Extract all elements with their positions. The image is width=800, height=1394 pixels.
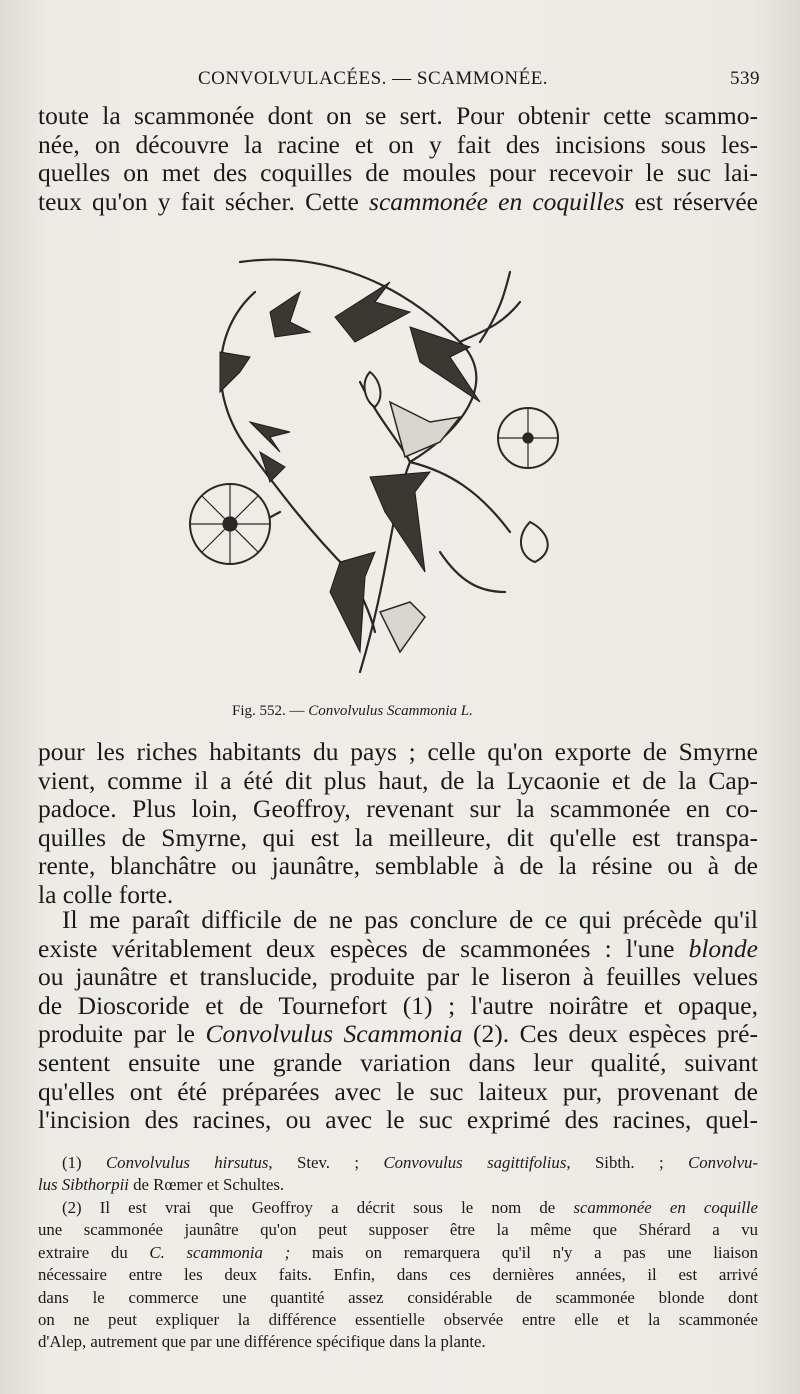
leaf [220, 352, 250, 392]
leaf [330, 552, 375, 652]
text-line: Il me paraît difficile de ne pas conclure de ce qui précède qu'il [62, 905, 758, 934]
text-line [38, 1152, 758, 1174]
running-title: CONVOLVULACÉES. — SCAMMONÉE. [198, 68, 549, 89]
text-line: ou jaunâtre et translucide, produite par le liseron à feuilles velues [38, 962, 758, 992]
figure-caption [232, 703, 632, 720]
text-line: rente, blanchâtre ou jaunâtre, semblable à de la résine ou à de [38, 851, 758, 881]
leaf [390, 402, 460, 457]
leaf [370, 472, 430, 572]
text-run: , Sibth. ; [566, 1153, 689, 1172]
convolvulus-illustration [160, 232, 580, 692]
text-run: mais on remarquera qu'il n'y a pas une liaison [290, 1242, 758, 1262]
italic-term: scammonée en coquilles [369, 186, 625, 216]
text-run: est réservée [624, 186, 758, 216]
flower-bud [365, 372, 381, 407]
text-run: extraire du [38, 1242, 150, 1262]
text-line: quelles on met des coquilles de moules pour recevoir le suc lai- [38, 158, 758, 188]
text-run: produite par le [38, 1019, 206, 1049]
text-line: nécessaire entre les deux faits. Enfin, dans ces dernières années, il est arrivé [38, 1265, 758, 1285]
text-run: (2). Ces deux espèces pré- [462, 1019, 758, 1049]
text-line: padoce. Plus loin, Geoffroy, revenant sur la scammonée en co- [38, 794, 758, 824]
italic-term: Convolvu- [688, 1153, 758, 1172]
text-line [38, 1174, 758, 1196]
leaf [380, 602, 425, 652]
text-line: d'Alep, autrement que par une différence spécifique dans la plante. [38, 1332, 486, 1352]
paragraph-2 [38, 738, 758, 910]
leaf [250, 422, 290, 452]
leaf [270, 292, 310, 337]
text-line: qu'elles ont été préparées avec le suc laiteux pur, provenant de [38, 1076, 758, 1106]
text-line: née, on découvre la racine et on y fait des incisions sous les- [38, 129, 758, 159]
footnote-1 [38, 1152, 758, 1197]
text-line: on ne peut expliquer la différence essentielle observée entre elle et la scammonée [38, 1310, 758, 1330]
text-line [38, 1242, 758, 1264]
italic-term: Convovulus sagittifolius [383, 1153, 567, 1172]
text-line: de Dioscoride et de Tournefort (1) ; l'autre noirâtre et opaque, [38, 990, 758, 1020]
text-line: la colle forte. [38, 879, 174, 909]
text-run: (2) Il est vrai que Geoffroy a décrit sous le nom de [62, 1198, 574, 1217]
text-run: teux qu'on y fait sécher. Cette [38, 186, 370, 216]
footnote-marker: (1) [62, 1153, 106, 1172]
text-line: vient, comme il a été dit plus haut, de la Lycaonie et de la Cap- [38, 765, 758, 795]
running-header [38, 66, 760, 94]
text-line [38, 1197, 758, 1219]
text-line: quilles de Smyrne, qui est la meilleure, dit qu'elle est transpa- [38, 822, 758, 852]
text-line: sentent ensuite une grande variation dans leur qualité, suivant [38, 1047, 758, 1077]
text-line: l'incision des racines, ou avec le suc exprimé des racines, quel- [38, 1105, 758, 1135]
italic-term: blonde [688, 933, 758, 963]
flower-bud [521, 522, 548, 562]
text-line: une scammonée jaunâtre qu'on peut supposer être la même que Shérard a vu [38, 1220, 758, 1240]
text-line [38, 1020, 758, 1049]
text-line: pour les riches habitants du pays ; celle qu'on exporte de Smyrne [38, 737, 758, 766]
footnote-2 [38, 1197, 758, 1354]
italic-term: scammonée en coquille [573, 1198, 758, 1217]
text-line: toute la scammonée dont on se sert. Pour obtenir cette scammo- [38, 101, 758, 130]
caption-species: Convolvulus Scammonia L. [308, 703, 473, 719]
paragraph-1 [38, 102, 758, 216]
text-run: existe véritablement deux espèces de scammonées : l'une [38, 933, 689, 963]
italic-term: Convolvulus Scammonia [205, 1019, 463, 1049]
italic-term: lus Sibthorpii [38, 1175, 129, 1195]
leaf [260, 452, 285, 482]
text-line: dans le commerce une quantité assez considérable de scammonée blonde dont [38, 1287, 758, 1307]
italic-term: C. scammonia ; [149, 1242, 291, 1262]
italic-term: Convolvulus hirsutus [105, 1153, 269, 1172]
leaf [335, 282, 410, 342]
text-run: , Stev. ; [268, 1153, 384, 1172]
text-line [38, 935, 758, 964]
paragraph-3 [38, 906, 758, 1135]
text-line [38, 188, 758, 217]
caption-number: Fig. 552. — [232, 703, 309, 719]
page-number: 539 [730, 68, 760, 89]
text-run: de Rœmer et Schultes. [128, 1175, 285, 1195]
